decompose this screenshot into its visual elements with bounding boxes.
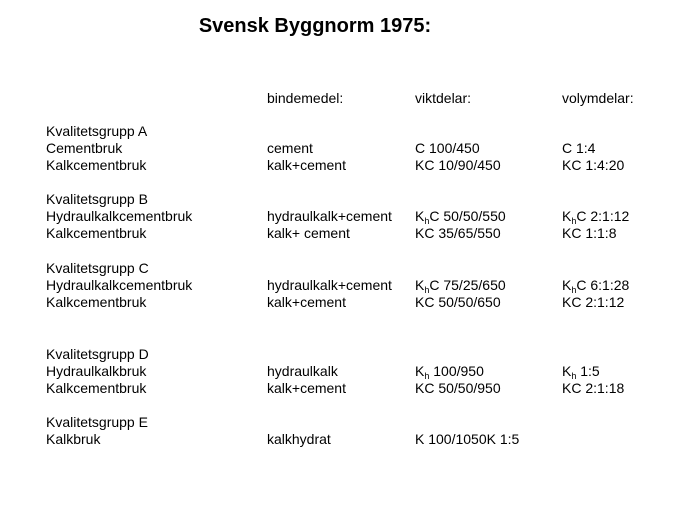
group-b-row-1-volume-sub: h (571, 216, 577, 226)
group-c-row-2-mortar: Kalkcementbruk (46, 294, 147, 310)
group-c-row-2-binder: kalk+cement (267, 294, 346, 310)
group-b-row-1-volume (562, 208, 629, 225)
group-b-row-2-weight: KC 35/65/550 (415, 225, 501, 241)
group-c-row-1-weight-prefix: K (415, 277, 425, 293)
header-weight-parts: viktdelar: (415, 90, 472, 106)
group-a-heading: Kvalitetsgrupp A (46, 123, 148, 139)
group-b-row-1-volume-prefix: K (562, 208, 572, 224)
group-b-row-1-volume-rest: C 2:1:12 (576, 208, 630, 224)
group-a-row-2-mortar: Kalkcementbruk (46, 157, 147, 173)
group-a-row-2-volume: KC 1:4:20 (562, 157, 625, 173)
group-b-row-2-volume: KC 1:1:8 (562, 225, 617, 241)
group-b-row-1-binder: hydraulkalk+cement (267, 208, 392, 224)
group-b-row-1-weight (415, 208, 506, 225)
group-d-row-2-mortar: Kalkcementbruk (46, 380, 147, 396)
group-d-row-2-weight: KC 50/50/950 (415, 380, 501, 396)
group-a-row-1-weight: C 100/450 (415, 140, 480, 156)
group-e-heading: Kvalitetsgrupp E (46, 414, 148, 430)
group-b-row-1-weight-rest: C 50/50/550 (429, 208, 506, 224)
group-d-row-1-volume-prefix: K (562, 363, 572, 379)
group-e-row-1-weight: K 100/1050K 1:5 (415, 431, 520, 447)
group-a-row-2-weight: KC 10/90/450 (415, 157, 501, 173)
group-c-row-1-weight-rest: C 75/25/650 (429, 277, 506, 293)
group-c-row-1-weight (415, 277, 506, 294)
group-c-row-2-volume: KC 2:1:12 (562, 294, 625, 310)
group-b-row-1-mortar: Hydraulkalkcementbruk (46, 208, 193, 224)
group-d-row-2-volume: KC 2:1:18 (562, 380, 625, 396)
header-volume-parts: volymdelar: (562, 90, 634, 106)
group-d-row-1-volume-sub: h (571, 371, 577, 381)
group-c-row-1-weight-sub: h (424, 285, 430, 295)
group-c-heading: Kvalitetsgrupp C (46, 260, 149, 276)
group-a-row-1-volume: C 1:4 (562, 140, 596, 156)
group-c-row-1-volume-rest: C 6:1:28 (576, 277, 630, 293)
group-b-row-2-binder: kalk+ cement (267, 225, 350, 241)
group-a-row-2-binder: kalk+cement (267, 157, 346, 173)
group-c-row-1-mortar: Hydraulkalkcementbruk (46, 277, 193, 293)
group-d-heading: Kvalitetsgrupp D (46, 346, 149, 362)
group-d-row-2-binder: kalk+cement (267, 380, 346, 396)
header-binder: bindemedel: (267, 90, 344, 106)
page-title: Svensk Byggnorm 1975: (198, 15, 432, 37)
group-b-row-1-weight-prefix: K (415, 208, 425, 224)
group-a-row-1-binder: cement (267, 140, 313, 156)
group-b-row-2-mortar: Kalkcementbruk (46, 225, 147, 241)
group-c-row-1-volume-prefix: K (562, 277, 572, 293)
group-c-row-1-volume-sub: h (571, 285, 577, 295)
group-e-row-1-binder: kalkhydrat (267, 431, 331, 447)
group-e-row-1-mortar: Kalkbruk (46, 431, 101, 447)
group-d-row-1-weight-prefix: K (415, 363, 425, 379)
group-d-row-1-weight (415, 363, 484, 380)
group-d-row-1-weight-sub: h (424, 371, 430, 381)
group-b-heading: Kvalitetsgrupp B (46, 191, 148, 207)
group-c-row-1-volume (562, 277, 629, 294)
group-d-row-1-mortar: Hydraulkalkbruk (46, 363, 147, 379)
group-d-row-1-binder: hydraulkalk (267, 363, 338, 379)
group-d-row-1-volume-rest: 1:5 (576, 363, 600, 379)
group-d-row-1-volume (562, 363, 600, 380)
group-b-row-1-weight-sub: h (424, 216, 430, 226)
group-c-row-1-binder: hydraulkalk+cement (267, 277, 392, 293)
group-c-row-2-weight: KC 50/50/650 (415, 294, 501, 310)
group-d-row-1-weight-rest: 100/950 (429, 363, 484, 379)
group-a-row-1-mortar: Cementbruk (46, 140, 123, 156)
